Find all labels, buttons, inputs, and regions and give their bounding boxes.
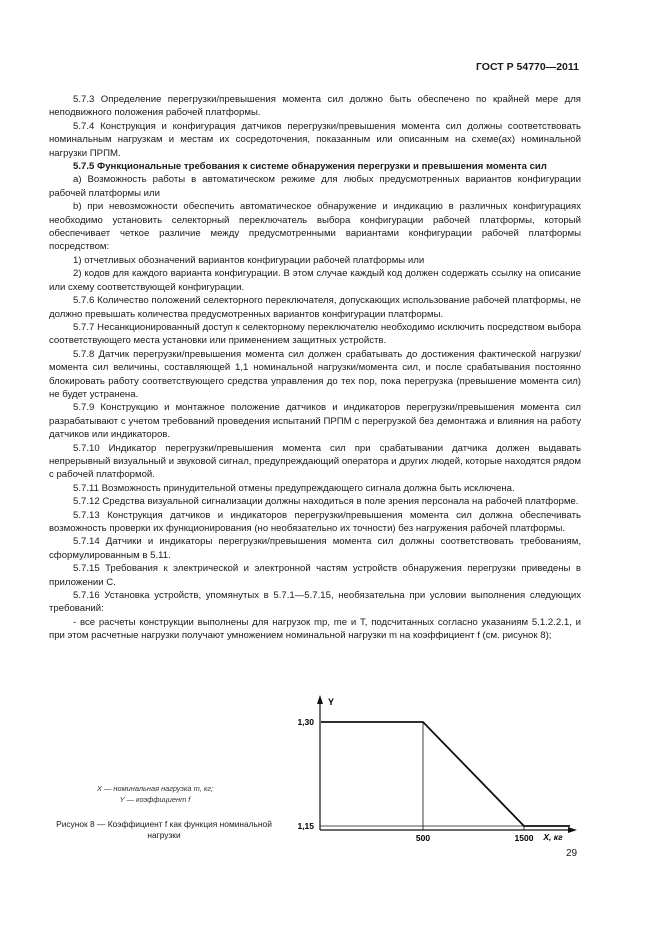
page-number: 29 [566,848,578,859]
paragraph: 5.7.13 Конструкция датчиков и индикаторов перегрузки/превышения момента сил должна обеспечивать возможность проверки их функционирования (но необязательно их точности) без нагружения рабочей платформы. [49,509,581,534]
y-axis-arrow [317,695,323,704]
paragraph: 5.7.12 Средства визуальной сигнализации должны находиться в поле зрения персонала на рабочей платформе. [73,496,579,508]
paragraph: b) при невозможности обеспечить автоматическое обнаружение и индикацию в различных конфигурациях необходимо установить селекторный переключатель выбора конфигурации рабочей платформы, который обеспечивает четкое различие между предусмотренными вариантами конфигурации рабочей платформы посредством: [49,201,581,253]
paragraph: 5.7.7 Несанкционированный доступ к селекторному переключателю необходимо исключить посредством выбора соответствующего места установки или применением защитных устройств. [49,321,581,347]
paragraph: 5.7.10 Индикатор перегрузки/превышения момента сил при срабатывании датчика должен выдавать непрерывный визуальный и звуковой сигнал, предупреждающий оператора и других людей, которые находятся рядом с рабочей платформой. [49,442,581,481]
document-header: ГОСТ Р 54770—2011 [475,61,579,73]
legend-x: X — номинальная нагрузка m, кг; [96,784,214,793]
paragraph: 5.7.8 Датчик перегрузки/превышения момента сил должен срабатывать до достижения фактической нагрузки/момента сил величины, составляющей 1,1 номинальной нагрузки/момента сил, и после срабатывания постоянно блокировать работу соответствующего средства управления до тех пор, пока перегрузка (превышение момента сил) не будет устранена. [49,348,581,400]
x-axis-arrow [568,827,577,833]
figure-8-chart [270,692,580,842]
figure-caption: Рисунок 8 — Коэффициент f как функция номинальной нагрузки [56,819,272,840]
paragraph: - все расчеты конструкции выполнены для нагрузок mp, me и T, подсчитанных согласно указаниям 5.1.2.2.1, и при этом расчетные нагрузки получают умножением номинальной нагрузки m на коэффициент f (см. рисунок 8); [49,616,581,642]
paragraph: 2) кодов для каждого варианта конфигурации. В этом случае каждый код должен содержать ссылку на описание или схему соответствующей конфигурации. [49,268,581,293]
paragraph: 5.7.4 Конструкция и конфигурация датчиков перегрузки/превышения момента сил должны соответствовать номинальным нагрузкам и местам их сосредоточения, показанным или описанным на схеме(ах) номинальной нагрузки ПРПМ. [49,120,581,159]
paragraph: 5.7.5 Функциональные требования к системе обнаружения перегрузки и превышения момента сил [73,161,547,173]
paragraph: 5.7.16 Установка устройств, упомянутых в 5.7.1—5.7.15, необязательна при условии выполнения следующих требований: [49,590,581,615]
paragraph: 5.7.15 Требования к электрической и электронной частям устройств обнаружения перегрузки приведены в приложении С. [49,563,581,588]
legend-y: Y — коэффициент f [119,794,191,804]
y-tick-label: 1,30 [297,717,314,727]
y-tick-label: 1,15 [297,821,314,831]
figure-legend [49,784,261,805]
document-body [49,93,581,643]
x-tick-label: 1500 [514,833,534,842]
x-axis-label: X, кг [543,832,563,842]
paragraph: 5.7.11 Возможность принудительной отмены предупреждающего сигнала должна быть исключена. [73,482,515,494]
paragraph: 1) отчетливых обозначений вариантов конфигурации рабочей платформы или [73,254,425,266]
paragraph: 5.7.3 Определение перегрузки/превышения момента сил должно быть обеспечено по крайней мере для неподвижного положения рабочей платформы. [49,94,581,119]
paragraph: а) Возможность работы в автоматическом режиме для любых предусмотренных вариантов конфигурации рабочей платформы или [49,174,581,199]
x-tick-label: 500 [415,833,431,842]
paragraph: 5.7.14 Датчики и индикаторы перегрузки/превышения момента сил должны соответствовать требованиям, сформулированным в 5.11. [49,536,581,561]
paragraph: 5.7.6 Количество положений селекторного переключателя, допускающих использование рабочей платформы, не должно превышать количества предусмотренных вариантов конфигурации платформы. [49,295,581,320]
series-line [321,722,570,826]
paragraph: 5.7.9 Конструкцию и монтажное положение датчиков и индикаторов перегрузки/превышения момента сил разрабатывают с учетом требований проведения испытаний ПРПМ с перегрузкой без демонтажа и влияния на работу датчиков или индикаторов. [49,402,581,441]
y-axis-label: Y [328,697,335,707]
